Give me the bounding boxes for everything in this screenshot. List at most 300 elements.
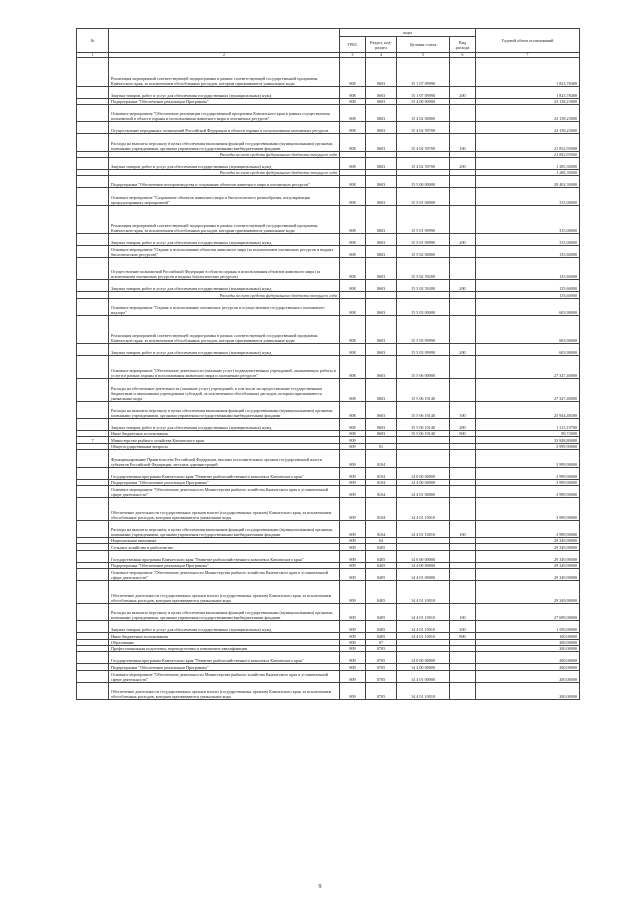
row-vr (450, 450, 476, 467)
row-number (77, 298, 109, 315)
row-sum: 603,90000 (476, 298, 580, 315)
table-row (77, 486, 580, 498)
row-csr: 14 4 01 10010 (397, 603, 450, 620)
row-sum: 200,00000 (476, 670, 580, 682)
row-grbs: 808 (340, 245, 366, 257)
header-number: № (77, 29, 109, 53)
row-razdel: 07 (366, 639, 397, 645)
row-number (77, 176, 109, 188)
table-row (77, 280, 580, 292)
row-vr (450, 176, 476, 188)
row-razdel: 0405 (366, 621, 397, 633)
row-number (77, 86, 109, 98)
row-grbs: 808 (340, 188, 366, 205)
row-razdel: 0405 (366, 562, 397, 568)
row-name: Расходы за счет средств федерального бюджета текущего года (109, 292, 340, 298)
row-name: Обеспечение деятельности государственных органов власти (государственных органов) Камчатского края, за исключением обособленных расходов, которым присваиваются уникальные коды (109, 497, 340, 520)
row-vr: 800 (450, 633, 476, 639)
row-csr: 15 4 02 00000 (397, 104, 450, 121)
row-vr: 200 (450, 158, 476, 170)
row-sum: 200,00000 (476, 652, 580, 664)
row-razdel: 0603 (366, 205, 397, 233)
table-row (77, 298, 580, 315)
row-csr (397, 450, 450, 467)
row-vr: 100 (450, 520, 476, 537)
table-row (77, 257, 580, 280)
row-razdel: 0603 (366, 356, 397, 379)
row-sum: 29 349,90000 (476, 562, 580, 568)
row-grbs: 808 (340, 205, 366, 233)
row-name: Закупка товаров, работ и услуг для обеспечения государственных (муниципальных) нужд (109, 621, 340, 633)
row-csr: 14 4 01 10010 (397, 520, 450, 537)
row-razdel: 0603 (366, 176, 397, 188)
row-vr (450, 104, 476, 121)
header-col-index: 1 (77, 53, 109, 58)
header-csr: Целевая статья (397, 37, 450, 53)
row-name: Расходы за счет средств федерального бюджета текущего года (109, 169, 340, 175)
row-csr: 14 4 01 00000 (397, 486, 450, 498)
row-name: Расходы за счет средств федерального бюджета текущего года (109, 151, 340, 157)
row-name: Основное мероприятие "Охрана и использование охотничьих ресурсов и осуществление государственного охотничьего надзора" (109, 298, 340, 315)
row-name: Расходы на выплаты персоналу в целях обеспечения выполнения функций государственными (муниципальными) органами, казенными учреждениями, органами управления государственными внебюджетными фондами (109, 603, 340, 620)
table-row (77, 550, 580, 562)
row-sum: 135,60000 (476, 257, 580, 280)
row-number (77, 205, 109, 233)
row-number (77, 682, 109, 699)
row-vr (450, 652, 476, 664)
row-sum: 1 550,90000 (476, 621, 580, 633)
row-grbs: 809 (340, 520, 366, 537)
row-name: Государственная программа Камчатского края "Развитие рыбохозяйственного комплекса Камчатского края" (109, 550, 340, 562)
row-sum: 3 999,90000 (476, 486, 580, 498)
row-razdel: 0603 (366, 344, 397, 356)
row-grbs: 809 (340, 562, 366, 568)
row-number (77, 158, 109, 170)
row-razdel: 04 (366, 538, 397, 544)
row-number (77, 401, 109, 418)
row-vr (450, 356, 476, 379)
row-vr (450, 550, 476, 562)
header-col-index: 4 (366, 53, 397, 58)
row-razdel: 0603 (366, 280, 397, 292)
row-name: Реализация мероприятий соответствующей подпрограммы в рамках соответствующей государственной программы Камчатского края, за исключением обособленных расходов, которым присваиваются уникальные коды (109, 58, 340, 86)
row-vr (450, 569, 476, 581)
row-name: Сельское хозяйство и рыболовство (109, 544, 340, 550)
row-number (77, 122, 109, 134)
row-vr (450, 245, 476, 257)
row-razdel: 0705 (366, 682, 397, 699)
row-grbs: 809 (340, 467, 366, 479)
row-vr (450, 316, 476, 344)
row-csr: 15 5 06 00000 (397, 356, 450, 379)
row-csr: 15 5 01 09990 (397, 233, 450, 245)
row-csr: 14 4 00 00000 (397, 664, 450, 670)
row-number (77, 581, 109, 604)
row-sum: 21 852,93000 (476, 151, 580, 157)
row-grbs: 809 (340, 633, 366, 639)
row-grbs: 809 (340, 450, 366, 467)
row-name: Закупка товаров, работ и услуг для обеспечения государственных (муниципальных) нужд (109, 280, 340, 292)
row-csr: 15 5 01 00000 (397, 188, 450, 205)
row-number: 7 (77, 437, 109, 443)
row-grbs: 809 (340, 437, 366, 443)
table-row (77, 497, 580, 520)
row-csr: 15 5 03 00000 (397, 298, 450, 315)
row-csr: 14 4 01 10010 (397, 621, 450, 633)
row-name: Обеспечение деятельности государственных органов власти (государственных органов) Камчатского края, за исключением обособленных расходов, которым присваиваются уникальные коды (109, 682, 340, 699)
row-sum: 603,90000 (476, 344, 580, 356)
row-number (77, 550, 109, 562)
row-grbs: 808 (340, 86, 366, 98)
row-sum: 29 349,90000 (476, 538, 580, 544)
table-row (77, 450, 580, 467)
row-grbs: 809 (340, 544, 366, 550)
header-col-index: 3 (340, 53, 366, 58)
row-name: Подпрограмма "Обеспечение реализации Программы" (109, 562, 340, 568)
row-razdel: 01 (366, 443, 397, 449)
row-razdel: 0603 (366, 233, 397, 245)
table-row (77, 58, 580, 86)
row-razdel: 0603 (366, 245, 397, 257)
row-sum: 23 138,23000 (476, 122, 580, 134)
row-name: Обеспечение деятельности государственных органов власти (государственных органов) Камчатского края, за исключением обособленных расходов, которым присваиваются уникальные коды (109, 581, 340, 604)
row-sum: 315,00000 (476, 205, 580, 233)
table-row (77, 316, 580, 344)
row-csr: 15 5 06 10140 (397, 401, 450, 418)
row-grbs: 808 (340, 58, 366, 86)
row-name: Закупка товаров, работ и услуг для обеспечения государственных (муниципальных) нужд (109, 233, 340, 245)
row-number (77, 520, 109, 537)
row-sum: 1 285,30000 (476, 169, 580, 175)
row-sum: 29 349,90000 (476, 569, 580, 581)
row-razdel: 0603 (366, 298, 397, 315)
row-razdel: 0603 (366, 431, 397, 437)
row-number (77, 134, 109, 151)
row-csr: 15 4 02 59700 (397, 134, 450, 151)
row-sum: 3 999,90000 (476, 520, 580, 537)
row-grbs: 809 (340, 639, 366, 645)
row-csr: 14 4 01 10010 (397, 633, 450, 639)
row-csr: 15 5 03 09990 (397, 316, 450, 344)
row-name: Государственная программа Камчатского края "Развитие рыбохозяйственного комплекса Камчатского края" (109, 467, 340, 479)
row-number (77, 497, 109, 520)
row-vr: 200 (450, 419, 476, 431)
header-col-index: 5 (397, 53, 450, 58)
row-grbs: 808 (340, 298, 366, 315)
row-number (77, 670, 109, 682)
table-row (77, 467, 580, 479)
row-grbs: 809 (340, 581, 366, 604)
row-grbs: 808 (340, 379, 366, 402)
row-vr (450, 58, 476, 86)
row-vr: 100 (450, 603, 476, 620)
table-row (77, 652, 580, 664)
row-vr (450, 486, 476, 498)
row-sum: 29 349,90000 (476, 544, 580, 550)
row-sum: 3 999,90000 (476, 443, 580, 449)
row-grbs: 808 (340, 233, 366, 245)
row-razdel: 0705 (366, 646, 397, 652)
row-csr: 15 5 06 10140 (397, 419, 450, 431)
row-vr (450, 497, 476, 520)
row-sum: 3 999,90000 (476, 450, 580, 467)
table-row (77, 134, 580, 151)
row-razdel: 0603 (366, 158, 397, 170)
row-sum: 603,90000 (476, 316, 580, 344)
row-grbs: 808 (340, 356, 366, 379)
row-name: Образование (109, 639, 340, 645)
row-grbs: 808 (340, 280, 366, 292)
table-row (77, 245, 580, 257)
row-sum: 135,60000 (476, 280, 580, 292)
table-row (77, 233, 580, 245)
row-sum: 27 699,00000 (476, 603, 580, 620)
row-vr: 800 (450, 431, 476, 437)
row-razdel: 0405 (366, 603, 397, 620)
row-csr: 14 4 01 10010 (397, 682, 450, 699)
row-name: Реализация мероприятий соответствующей подпрограммы в рамках соответствующей государственной программы Камчатского края, за исключением обособленных расходов, которым присваиваются уникальные коды (109, 205, 340, 233)
row-name: Подпрограмма "Обеспечение реализации Программы" (109, 664, 340, 670)
row-grbs: 809 (340, 497, 366, 520)
table-row (77, 581, 580, 604)
row-number (77, 450, 109, 467)
row-name: Основное мероприятие "Сохранение объектов животного мира и биологического разнообразия, популяризация природоохранных мероприятий" (109, 188, 340, 205)
row-vr (450, 188, 476, 205)
row-csr: 14 4 01 00000 (397, 670, 450, 682)
row-number (77, 652, 109, 664)
row-grbs: 808 (340, 104, 366, 121)
row-sum: 89,72000 (476, 431, 580, 437)
row-razdel: 0603 (366, 379, 397, 402)
row-csr: 15 4 02 59700 (397, 122, 450, 134)
row-grbs: 809 (340, 550, 366, 562)
row-sum: 1 823,78400 (476, 86, 580, 98)
row-grbs: 809 (340, 479, 366, 485)
row-csr: 15 5 02 00000 (397, 245, 450, 257)
row-number (77, 356, 109, 379)
row-razdel: 0405 (366, 550, 397, 562)
row-name: Закупка товаров, работ и услуг для обеспечения государственных (муниципальных) нужд (109, 419, 340, 431)
row-sum: 315,00000 (476, 188, 580, 205)
row-razdel: 0603 (366, 58, 397, 86)
row-razdel: 0603 (366, 122, 397, 134)
row-name: Осуществление переданных полномочий Российской Федерации в области охраны и использования охотничьих ресурсов (109, 122, 340, 134)
row-sum: 135,60000 (476, 292, 580, 298)
row-grbs: 809 (340, 603, 366, 620)
row-sum: 3 999,90000 (476, 497, 580, 520)
row-csr: 14 4 00 00000 (397, 562, 450, 568)
row-csr: 14 4 01 00000 (397, 569, 450, 581)
row-grbs: 808 (340, 401, 366, 418)
row-sum: 200,00000 (476, 664, 580, 670)
table-row (77, 356, 580, 379)
budget-table-page (76, 28, 579, 700)
row-name: Государственная программа Камчатского края "Развитие рыбохозяйственного комплекса Камчатского края" (109, 652, 340, 664)
row-name: Функционирование Правительства Российской Федерации, высших исполнительных органов государственной власти субъектов Российской Федерации, местных администраций (109, 450, 340, 467)
row-sum: 21 852,93000 (476, 134, 580, 151)
row-sum: 27 347,40000 (476, 356, 580, 379)
row-name: Закупка товаров, работ и услуг для обеспечения государственных (муниципальных) нужд (109, 344, 340, 356)
row-grbs: 808 (340, 257, 366, 280)
row-sum: 23 138,23000 (476, 98, 580, 104)
row-vr (450, 467, 476, 479)
row-number (77, 316, 109, 344)
row-number (77, 569, 109, 581)
row-grbs: 808 (340, 344, 366, 356)
budget-table (76, 28, 580, 700)
row-name: Расходы на выплаты персоналу в целях обеспечения выполнения функций государственными (муниципальными) органами, казенными учреждениями, органами управления государственными внебюджетными фондами (109, 520, 340, 537)
row-name: Основное мероприятие "Обеспечение деятельности Министерства рыбного хозяйства Камчатского края в установленной сфере деятельности" (109, 486, 340, 498)
row-grbs: 808 (340, 122, 366, 134)
table-row (77, 379, 580, 402)
row-razdel: 0405 (366, 544, 397, 550)
row-grbs: 809 (340, 443, 366, 449)
row-name: Общегосударственные вопросы (109, 443, 340, 449)
row-name: Подпрограмма "Обеспечение реализации Программы" (109, 479, 340, 485)
row-number (77, 188, 109, 205)
row-number (77, 379, 109, 402)
row-name: Расходы на обеспечение деятельности (оказание услуг) учреждений, в том числе на предоставление государственным бюджетным и автономным учреждениям субсидий, за исключением обособленных расходов, которым присваиваются уникальные коды (109, 379, 340, 402)
row-name: Подпрограмма "Обеспечение реализации Программы" (109, 98, 340, 104)
row-vr: 100 (450, 401, 476, 418)
table-row (77, 621, 580, 633)
row-csr: 14 0 00 00000 (397, 550, 450, 562)
table-row (77, 188, 580, 205)
row-name: Основное мероприятие "Обеспечение деятельности Министерства рыбного хозяйства Камчатского края в установленной сфере деятельности" (109, 569, 340, 581)
row-grbs: 809 (340, 538, 366, 544)
row-sum: 1 823,78400 (476, 58, 580, 86)
row-sum: 29 349,90000 (476, 550, 580, 562)
row-number (77, 257, 109, 280)
row-grbs: 808 (340, 176, 366, 188)
row-number (77, 104, 109, 121)
row-razdel: 0603 (366, 401, 397, 418)
row-sum: 25 944,48300 (476, 401, 580, 418)
row-razdel: 0603 (366, 316, 397, 344)
row-razdel: 0104 (366, 479, 397, 485)
row-csr: 14 4 01 10010 (397, 497, 450, 520)
row-csr: 15 5 03 09990 (397, 344, 450, 356)
row-sum: 135,60000 (476, 245, 580, 257)
row-csr: 14 4 00 00000 (397, 479, 450, 485)
row-csr: 14 4 01 10010 (397, 581, 450, 604)
row-name: Реализация мероприятий соответствующей подпрограммы в рамках соответствующей государственной программы Камчатского края, за исключением обособленных расходов, которым присваиваются уникальные коды (109, 316, 340, 344)
row-sum: 100,00000 (476, 633, 580, 639)
row-name: Основное мероприятие "Охрана и использование объектов животного мира (за исключением охотничьих ресурсов и водных биологических ресурсов)" (109, 245, 340, 257)
row-grbs: 809 (340, 670, 366, 682)
header-col-index: 6 (450, 53, 476, 58)
row-vr: 200 (450, 621, 476, 633)
row-csr: 15 5 01 09990 (397, 205, 450, 233)
table-row (77, 86, 580, 98)
row-name: Расходы на выплаты персоналу в целях обеспечения выполнения функций государственными (муниципальными) органами, казенными учреждениями, органами управления государственными внебюджетными фондами (109, 134, 340, 151)
row-name: Расходы на выплаты персоналу в целях обеспечения выполнения функций государственными (муниципальными) органами, казенными учреждениями, органами управления государственными внебюджетными фондами (109, 401, 340, 418)
row-name: Основное мероприятие "Обеспечение реализации государственной программы Камчатского края в рамках осуществления полномочий в области охраны и использования животного мира и охотничьих ресурсов" (109, 104, 340, 121)
row-razdel: 0405 (366, 569, 397, 581)
row-grbs: 809 (340, 682, 366, 699)
row-razdel: 0405 (366, 633, 397, 639)
row-vr (450, 379, 476, 402)
row-vr: 100 (450, 134, 476, 151)
header-codes: коды (340, 29, 476, 37)
row-razdel: 0405 (366, 581, 397, 604)
row-vr (450, 682, 476, 699)
row-name: Основное мероприятие "Обеспечение деятельности Министерства рыбного хозяйства Камчатского края в установленной сфере деятельности" (109, 670, 340, 682)
budget-table-body (77, 58, 580, 700)
table-row (77, 205, 580, 233)
row-grbs: 809 (340, 621, 366, 633)
row-sum: 27 347,40000 (476, 379, 580, 402)
table-row (77, 670, 580, 682)
row-razdel: 0603 (366, 134, 397, 151)
header-name (109, 29, 340, 53)
table-row (77, 344, 580, 356)
row-vr: 200 (450, 86, 476, 98)
row-razdel: 0104 (366, 520, 397, 537)
row-number (77, 419, 109, 431)
row-vr (450, 581, 476, 604)
row-razdel: 0603 (366, 98, 397, 104)
table-row (77, 603, 580, 620)
page-number: 9 (318, 884, 322, 890)
row-sum: 3 999,90000 (476, 467, 580, 479)
row-number (77, 621, 109, 633)
row-name: Закупка товаров, работ и услуг для обеспечения государственных (муниципальных) нужд (109, 158, 340, 170)
row-number (77, 486, 109, 498)
row-number (77, 467, 109, 479)
row-csr: 15 5 06 10140 (397, 379, 450, 402)
row-name: Основное мероприятие "Обеспечение деятельности (оказание услуг) подведомственных учреждений, оказывающих работы и услуги в рамках охраны и использования животного мира и охотничьих ресурсов" (109, 356, 340, 379)
row-grbs: 809 (340, 646, 366, 652)
row-grbs: 808 (340, 419, 366, 431)
row-grbs: 808 (340, 98, 366, 104)
row-csr: 15 5 02 59200 (397, 257, 450, 280)
row-sum: 33 848,80000 (476, 437, 580, 443)
row-razdel: 0104 (366, 486, 397, 498)
row-number (77, 58, 109, 86)
row-vr: 200 (450, 233, 476, 245)
table-row (77, 419, 580, 431)
header-vr: Вид расхода (450, 37, 476, 53)
row-sum: 3 999,90000 (476, 479, 580, 485)
table-row (77, 682, 580, 699)
row-csr: 15 4 00 00000 (397, 98, 450, 104)
row-sum: 29 349,90000 (476, 581, 580, 604)
table-row (77, 176, 580, 188)
row-razdel: 0104 (366, 450, 397, 467)
row-razdel: 0603 (366, 419, 397, 431)
row-sum: 28 402,30000 (476, 176, 580, 188)
table-row (77, 520, 580, 537)
row-razdel: 0603 (366, 257, 397, 280)
row-razdel: 0705 (366, 652, 397, 664)
row-csr: 15 1 07 09990 (397, 58, 450, 86)
row-sum: 1 313,19700 (476, 419, 580, 431)
header-razdel: Раздел, под-раздел (366, 37, 397, 53)
row-csr: 14 0 00 00000 (397, 652, 450, 664)
row-csr: 15 1 07 09990 (397, 86, 450, 98)
row-razdel: 0104 (366, 497, 397, 520)
row-vr (450, 670, 476, 682)
row-name: Национальная экономика (109, 538, 340, 544)
row-number (77, 344, 109, 356)
row-csr: 14 0 00 00000 (397, 467, 450, 479)
row-grbs: 808 (340, 134, 366, 151)
header-grbs: ГРБС (340, 37, 366, 53)
row-sum: 315,00000 (476, 233, 580, 245)
row-number (77, 603, 109, 620)
row-csr: 15 5 00 00000 (397, 176, 450, 188)
